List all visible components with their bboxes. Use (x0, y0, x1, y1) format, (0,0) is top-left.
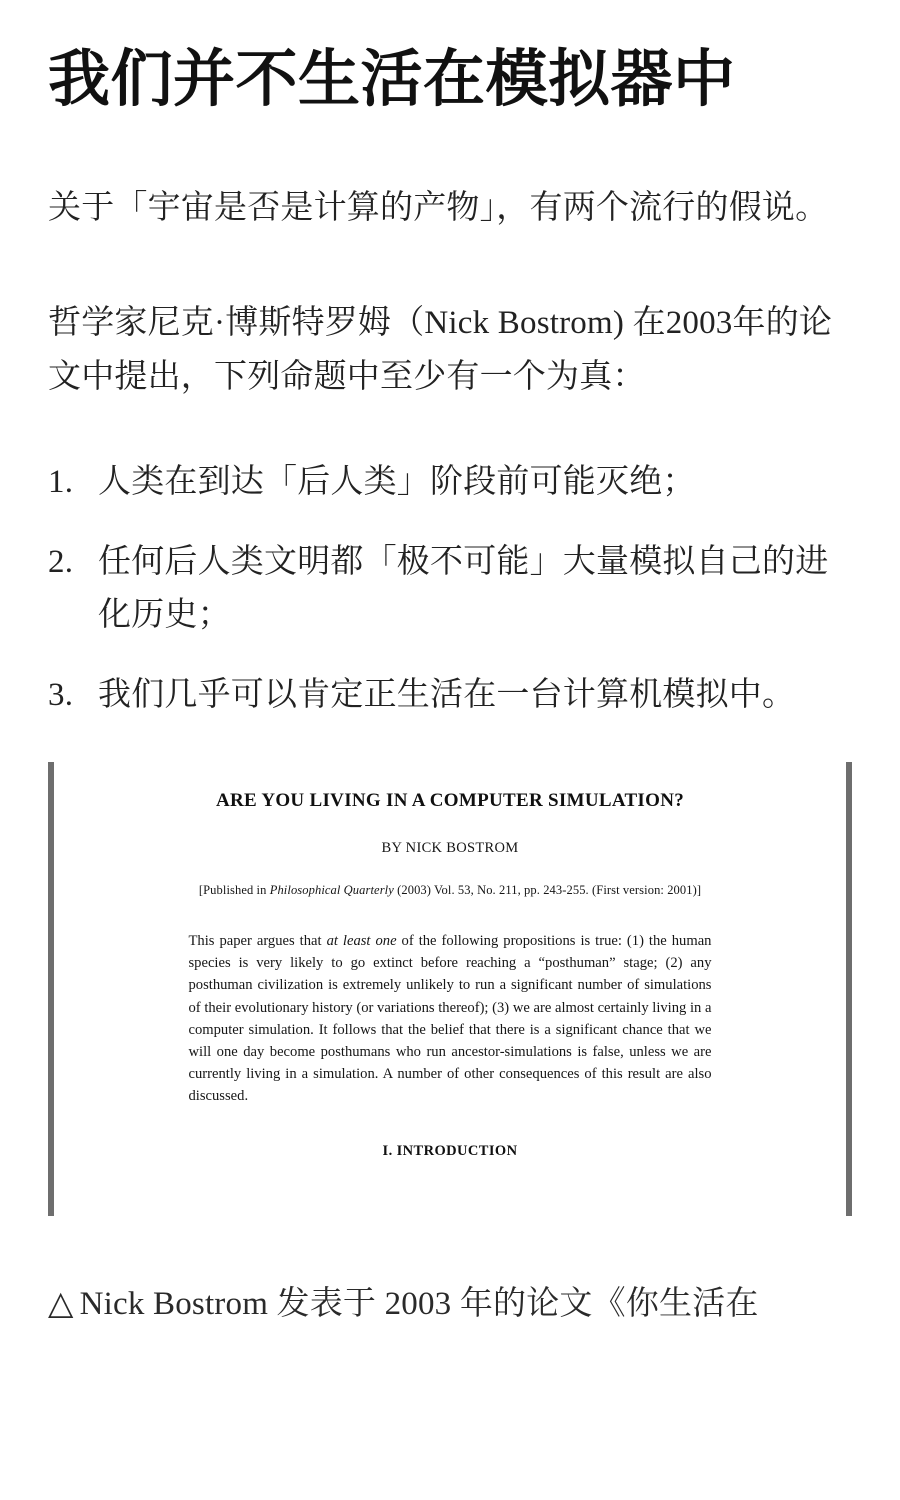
publication-prefix: [Published in (198, 883, 270, 898)
triangle-icon: △ (48, 1286, 74, 1323)
paper-byline: BY NICK BOSTROM (381, 840, 519, 857)
paper-section-heading: I. INTRODUCTION (382, 1143, 518, 1160)
publication-suffix: (2003) Vol. 53, No. 211, pp. 243-255. (First version: 2001)] (393, 883, 702, 898)
journal-name: Philosophical Quarterly (269, 883, 394, 898)
second-paragraph: 哲学家尼克·博斯特罗姆（Nick Bostrom) 在2003年的论文中提出，下列命题中至少有一个为真： (48, 305, 833, 395)
paper-publication-info (102, 857, 798, 898)
list-item: 我们几乎可以肯定正生活在一台计算机模拟中。 (98, 676, 796, 713)
paper-title: ARE YOU LIVING IN A COMPUTER SIMULATION? (215, 790, 685, 812)
figure-left-rule (48, 762, 54, 1216)
lead-paragraph: 关于「宇宙是否是计算的产物」，有两个流行的假说。 (48, 189, 829, 226)
abstract-part-one: This paper argues that (188, 933, 327, 950)
list-item: 任何后人类文明都「极不可能」大量模拟自己的进化历史； (98, 543, 829, 634)
abstract-part-two: of the following propositions is true: (1) the human species is very likely to go extinct before reaching a “posthuman” stage; (2) any posthuman civilization is extremely unlikely to run a significant number of simulations of their evolutionary history (or variations thereof); (3) we are almost certainly living in a computer simulation. It follows that the belief that there is a significant chance that we will one day become posthumans who run ancestor-simulations is false, unless we are currently living in a simulation. A number of other consequences of this result are also discussed. (188, 933, 712, 1105)
page-title: 我们并不生活在模拟器中 (48, 45, 736, 114)
figure-right-rule (846, 762, 852, 1216)
list-item: 人类在到达「后人类」阶段前可能灭绝； (98, 464, 696, 501)
paper-abstract (189, 898, 712, 1107)
paper-figure (48, 762, 852, 1216)
abstract-emphasis: at least one (326, 933, 397, 950)
propositions-list (48, 404, 852, 722)
paper-scan-image (82, 762, 818, 1216)
figure-caption-text: Nick Bostrom 发表于 2003 年的论文《你生活在 (79, 1286, 759, 1323)
figure-caption (48, 1216, 852, 1331)
